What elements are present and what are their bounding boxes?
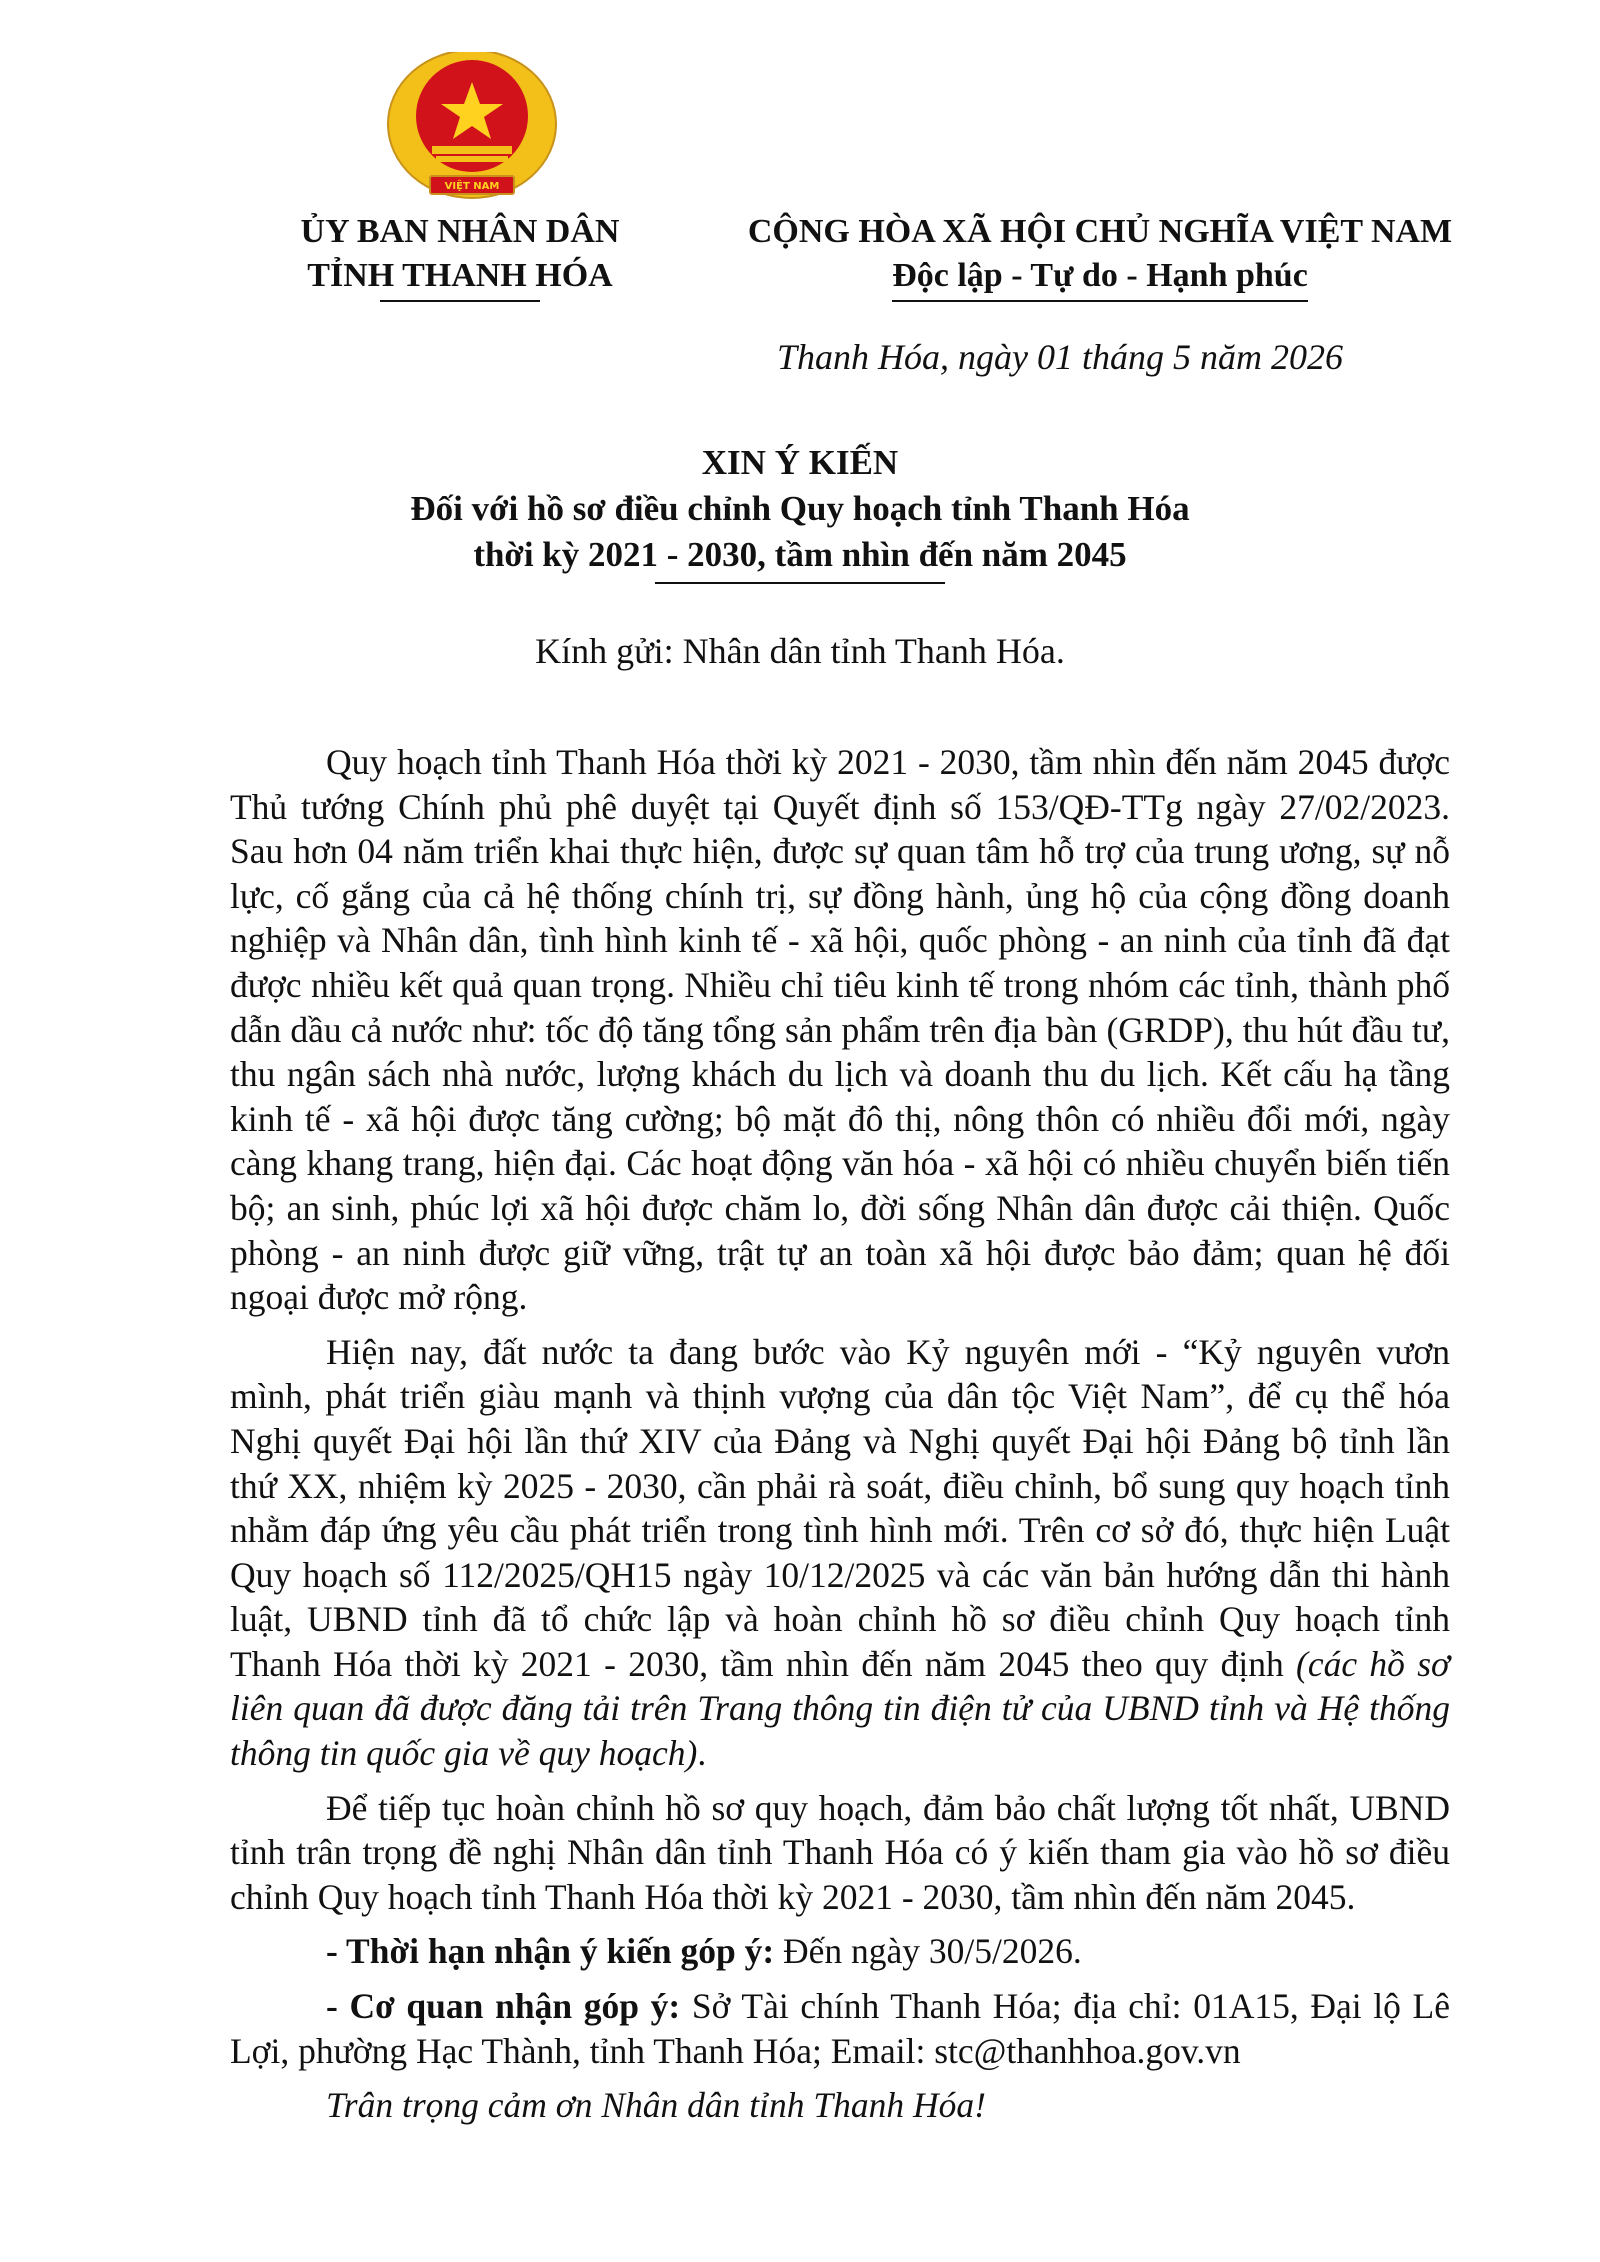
place-date: Thanh Hóa, ngày 01 tháng 5 năm 2026 (777, 337, 1343, 377)
body-paragraph-1: Quy hoạch tỉnh Thanh Hóa thời kỳ 2021 - 2030, tầm nhìn đến năm 2045 được Thủ tướng Chính phủ phê duyệt tại Quyết định số 153/QĐ-TTg ngày 27/02/2023. Sau hơn 04 năm triển khai thực hiện, được sự quan tâm hỗ trợ của trung ương, sự nỗ lực, cố gắng của cả hệ thống chính trị, sự đồng hành, ủng hộ của cộng đồng doanh nghiệp và Nhân dân, tình hình kinh tế - xã hội, quốc phòng - an ninh của tỉnh đã đạt được nhiều kết quả quan trọng. Nhiều chỉ tiêu kinh tế trong nhóm các tỉnh, thành phố dẫn dầu cả nước như: tốc độ tăng tổng sản phẩm trên địa bàn (GRDP), thu hút đầu tư, thu ngân sách nhà nước, lượng khách du lịch và doanh thu du lịch. Kết cấu hạ tầng kinh tế - xã hội được tăng cường; bộ mặt đô thị, nông thôn có nhiều đổi mới, ngày càng khang trang, hiện đại. Các hoạt động văn hóa - xã hội có nhiều chuyển biến tiến bộ; an sinh, phúc lợi xã hội được chăm lo, đời sống Nhân dân được cải thiện. Quốc phòng - an ninh được giữ vững, trật tự an toàn xã hội được bảo đảm; quan hệ đối ngoại được mở rộng. (230, 742, 1450, 1318)
document-body (230, 740, 1450, 2138)
body-paragraph-2 (230, 1330, 1450, 1776)
contact-agency-value: Sở Tài chính Thanh Hóa; địa chỉ: 01A15, Đại lộ Lê Lợi, phường Hạc Thành, tỉnh Thanh Hóa; Email: stc@thanhhoa.gov.vn (230, 1986, 1450, 2071)
p2-italic-note: (các hồ sơ liên quan đã được đăng tải trên Trang thông tin điện tử của UBND tỉnh và Hệ thống thông tin quốc gia về quy hoạch) (230, 1643, 1450, 1774)
p2-main-text: Hiện nay, đất nước ta đang bước vào Kỷ nguyên mới - “Kỷ nguyên vươn mình, phát triển giàu mạnh và thịnh vượng của dân tộc Việt Nam”, để cụ thể hóa Nghị quyết Đại hội lần thứ XIV của Đảng và Nghị quyết Đại hội Đảng bộ tỉnh lần thứ XX, nhiệm kỳ 2025 - 2030, cần phải rà soát, điều chỉnh, bổ sung quy hoạch tỉnh nhằm đáp ứng yêu cầu phát triển trong tình hình mới. Trên cơ sở đó, thực hiện Luật Quy hoạch số 112/2025/QH15 ngày 10/12/2025 và các văn bản hướng dẫn thi hành luật, UBND tỉnh đã tổ chức lập và hoàn chỉnh hồ sơ điều chỉnh Quy hoạch tỉnh Thanh Hóa thời kỳ 2021 - 2030, tầm nhìn đến năm 2045 theo quy định (230, 1331, 1450, 1684)
title-line1: XIN Ý KIẾN (701, 443, 899, 482)
title-line2: Đối với hồ sơ điều chỉnh Quy hoạch tỉnh Thanh Hóa (410, 489, 1190, 528)
p2-end: . (697, 1733, 707, 1774)
emblem-text: VIỆT NAM (444, 181, 500, 192)
deadline-label: - Thời hạn nhận ý kiến góp ý: (326, 1931, 775, 1972)
nation-title: CỘNG HÒA XÃ HỘI CHỦ NGHĨA VIỆT NAM (747, 213, 1453, 250)
recipient-line: Kính gửi: Nhân dân tỉnh Thanh Hóa. (535, 631, 1065, 671)
title-divider (655, 582, 945, 584)
national-header (700, 210, 1500, 302)
deadline-value: Đến ngày 30/5/2026. (774, 1931, 1082, 1972)
agency-line2: TỈNH THANH HÓA (307, 257, 613, 294)
agency-line1: ỦY BAN NHÂN DÂN (300, 213, 620, 250)
closing-thanks: Trân trọng cảm ơn Nhân dân tỉnh Thanh Hóa! (326, 2085, 986, 2126)
body-paragraph-3: Để tiếp tục hoàn chỉnh hồ sơ quy hoạch, đảm bảo chất lượng tốt nhất, UBND tỉnh trân trọng đề nghị Nhân dân tỉnh Thanh Hóa có ý kiến tham gia vào hồ sơ điều chỉnh Quy hoạch tỉnh Thanh Hóa thời kỳ 2021 - 2030, tầm nhìn đến năm 2045. (230, 1787, 1450, 1917)
agency-divider (380, 300, 540, 302)
nation-motto: Độc lập - Tự do - Hạnh phúc (892, 254, 1308, 302)
contact-agency-line (230, 1984, 1450, 2073)
national-emblem-icon (382, 52, 562, 212)
issuing-agency (240, 210, 680, 302)
deadline-line (230, 1929, 1450, 1974)
title-line3: thời kỳ 2021 - 2030, tầm nhìn đến năm 2045 (473, 535, 1127, 574)
contact-agency-label: - Cơ quan nhận góp ý: (326, 1986, 681, 2027)
document-title (0, 440, 1600, 584)
